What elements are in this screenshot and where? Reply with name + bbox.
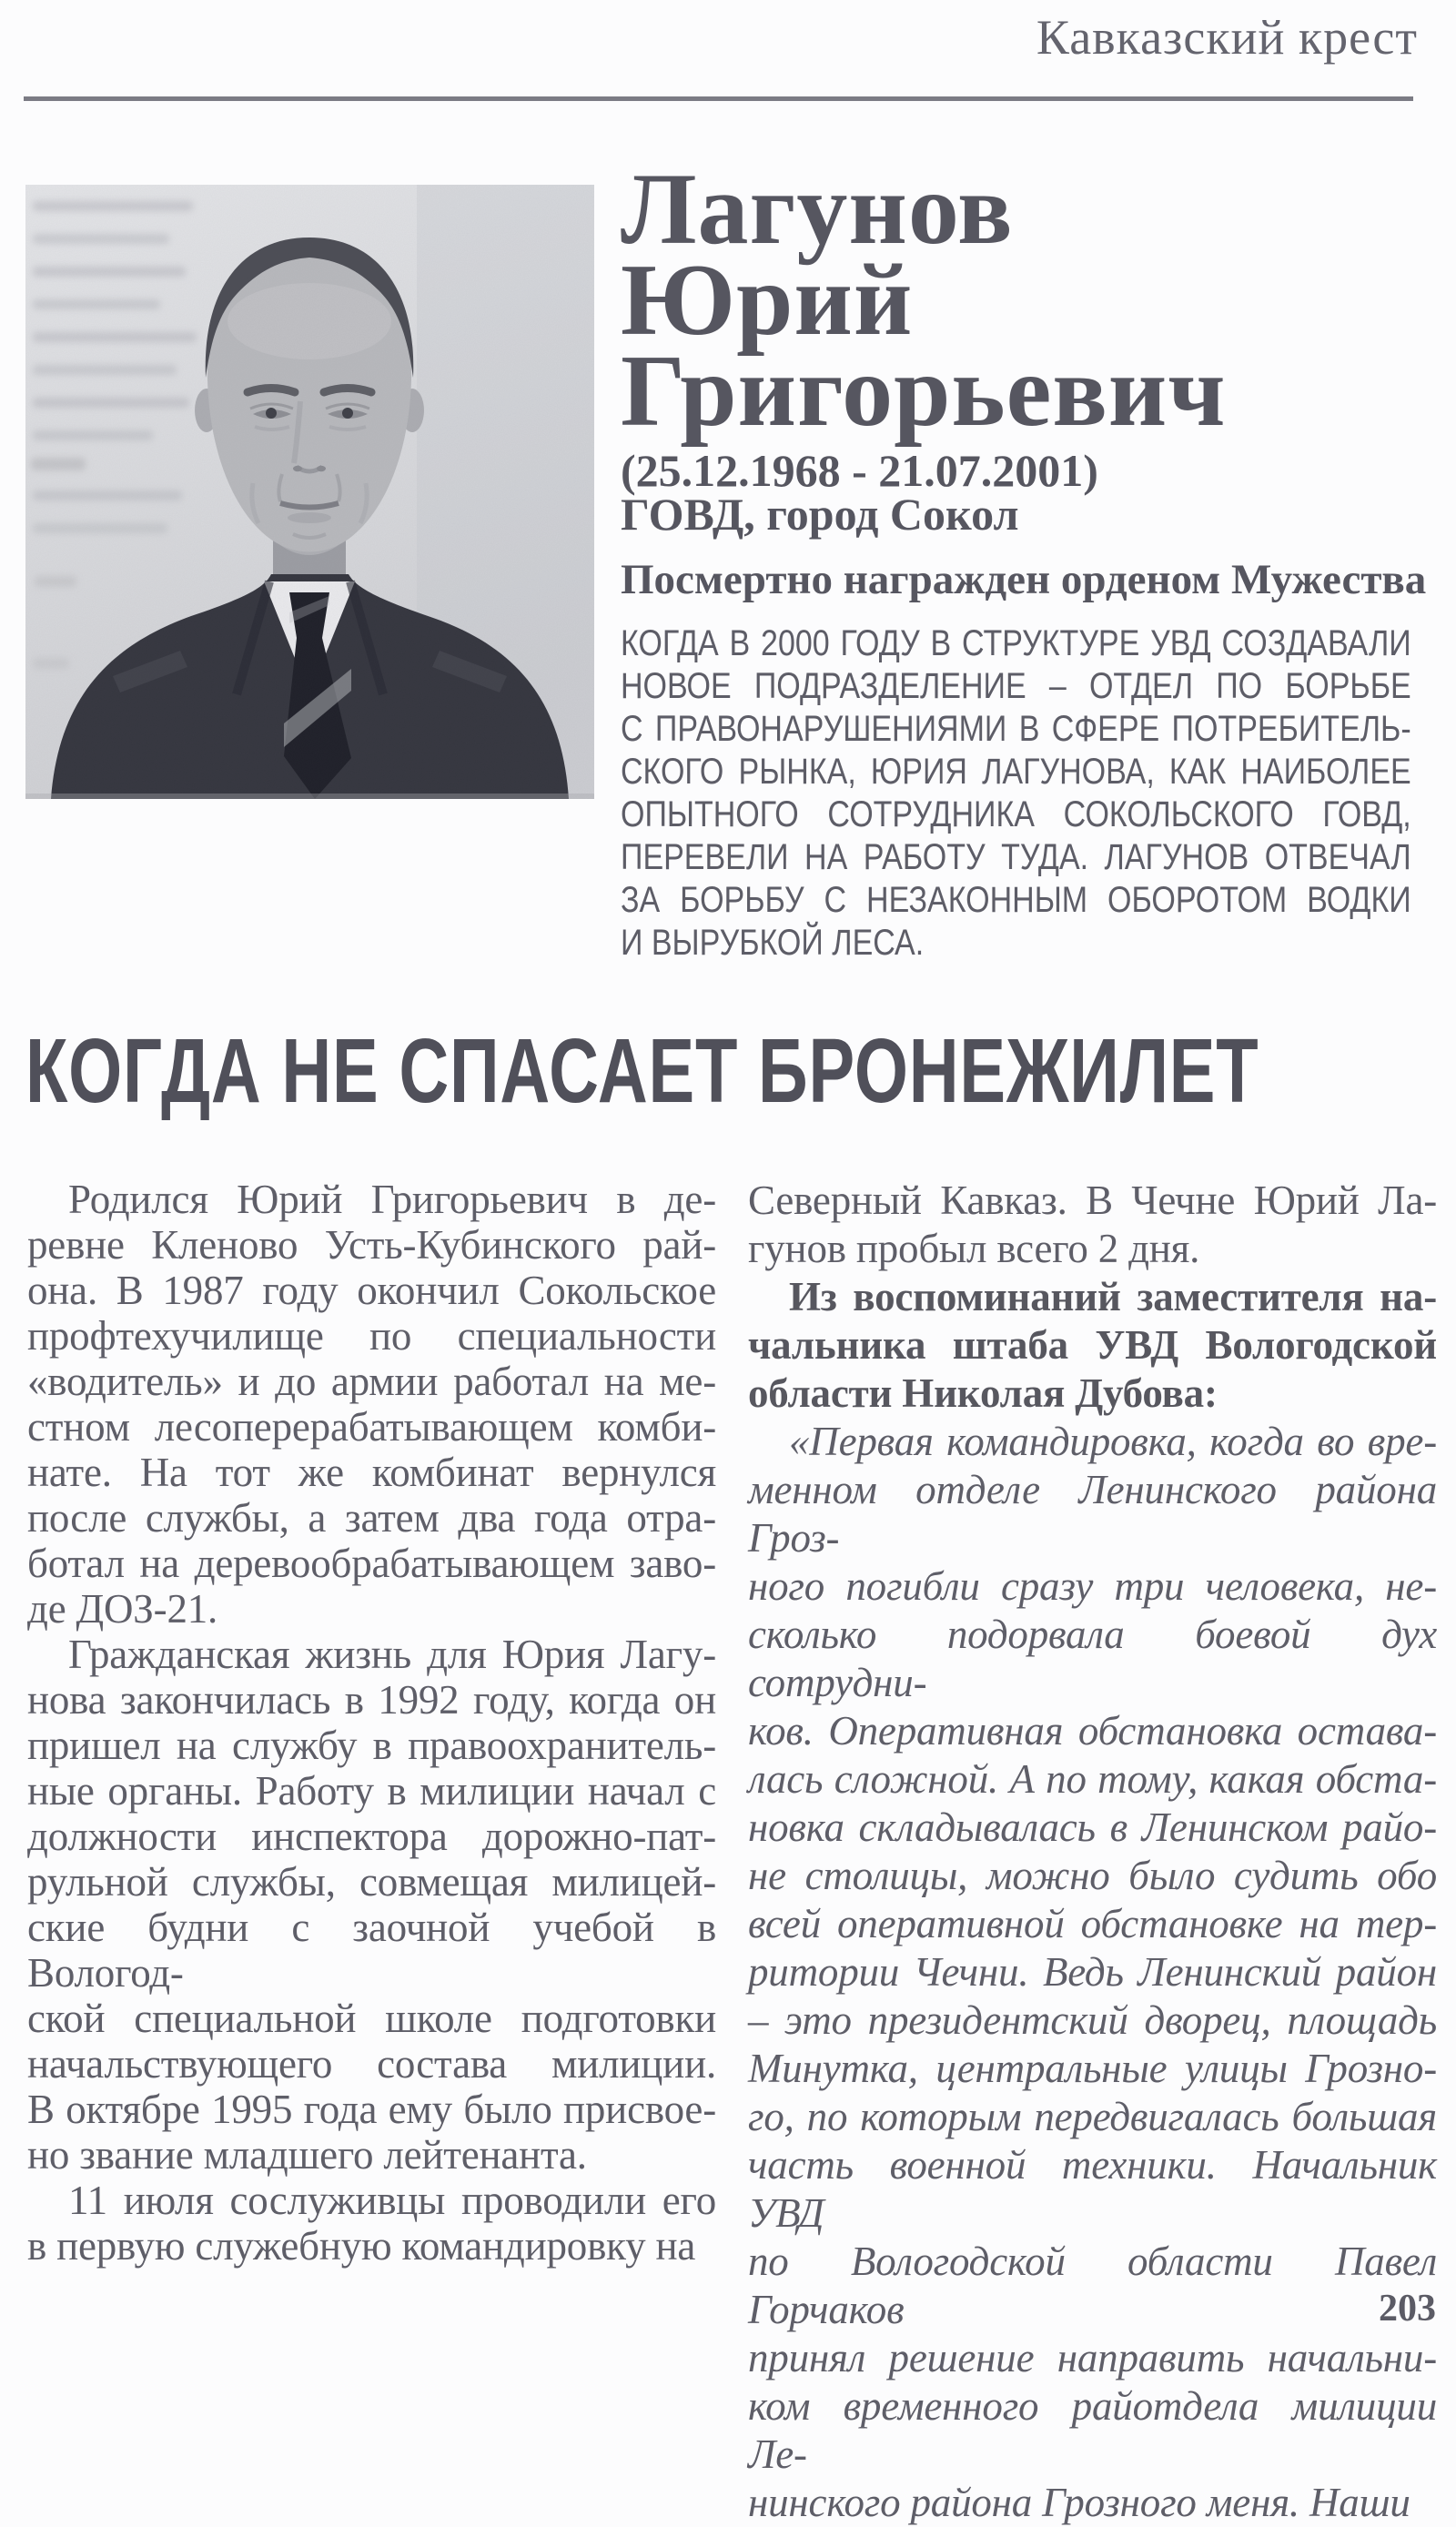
- portrait-photo-illustration: [25, 185, 594, 799]
- article-headline: КОГДА НЕ СПАСАЕТ БРОНЕЖИЛЕТ: [25, 1020, 1259, 1122]
- summary-line: С ПРАВОНАРУШЕНИЯМИ В СФЕРЕ ПОТРЕБИТЕЛЬ-: [621, 709, 1411, 749]
- text-line: стном лесоперерабатывающем комби-: [27, 1404, 716, 1450]
- text-line: области Николая Дубова:: [748, 1370, 1218, 1416]
- film-grain: [25, 185, 594, 799]
- text-line: ком временного райотдела милиции Ле-: [748, 2383, 1437, 2477]
- left-column: [27, 1177, 716, 2269]
- text-line: 11 июля сослуживцы проводили его: [68, 2178, 716, 2223]
- text-line: Минутка, центральные улицы Грозно-: [748, 2046, 1437, 2091]
- text-line: ного погибли сразу три человека, не-: [748, 1563, 1437, 1609]
- service-unit: ГОВД, город Сокол: [621, 489, 1019, 540]
- paragraph-lines: [748, 1418, 1437, 2527]
- summary-line: КОГДА В 2000 ГОДУ В СТРУКТУРЕ УВД СОЗДАВАЛИ: [621, 623, 1411, 663]
- text-line: по Вологодской области Павел Горчаков: [748, 2239, 1437, 2332]
- text-line: она. В 1987 году окончил Сокольское: [27, 1268, 716, 1313]
- paragraph-lines: [27, 2178, 716, 2269]
- text-line: ков. Оперативная обстановка остава-: [748, 1708, 1437, 1754]
- paragraph-lines: [748, 1177, 1437, 1273]
- text-line: часть военной техники. Начальник УВД: [748, 2142, 1437, 2236]
- person-name-line: Григорьевич: [621, 335, 1227, 448]
- text-line: лась сложной. А по тому, какая обста-: [748, 1756, 1437, 1802]
- paragraph-lines: [27, 1632, 716, 2178]
- text-line: Родился Юрий Григорьевич в де-: [68, 1177, 716, 1222]
- text-line: Северный Кавказ. В Чечне Юрий Ла-: [748, 1178, 1437, 1223]
- text-line: нате. На тот же комбинат вернулся: [27, 1450, 716, 1495]
- text-line: де ДОЗ-21.: [27, 1586, 218, 1632]
- text-line: ритории Чечни. Ведь Ленинский район: [748, 1949, 1437, 1995]
- paragraph: [27, 1632, 716, 2178]
- text-line: чальника штаба УВД Вологодской: [748, 1322, 1437, 1368]
- summary-line: ПЕРЕВЕЛИ НА РАБОТУ ТУДА. ЛАГУНОВ ОТВЕЧАЛ: [621, 837, 1411, 877]
- right-column: [748, 1177, 1437, 2527]
- text-line: «Первая командировка, когда во вре-: [789, 1419, 1437, 1464]
- header-rule: [24, 96, 1413, 101]
- text-line: Гражданская жизнь для Юрия Лагу-: [68, 1632, 716, 1677]
- life-dates: (25.12.1968 - 21.07.2001): [621, 445, 1098, 496]
- text-line: рульной службы, совмещая милицей-: [27, 1859, 716, 1905]
- text-line: гунов пробыл всего 2 дня.: [748, 1226, 1200, 1271]
- text-line: должности инспектора дорожно-пат-: [27, 1814, 716, 1859]
- summary-line: И ВЫРУБКОЙ ЛЕСА.: [621, 923, 925, 963]
- summary-line: ОПЫТНОГО СОТРУДНИКА СОКОЛЬСКОГО ГОВД,: [621, 794, 1411, 834]
- text-line: В октябре 1995 года ему было присвое-: [27, 2087, 716, 2132]
- summary-line: НОВОЕ ПОДРАЗДЕЛЕНИЕ – ОТДЕЛ ПО БОРЬБЕ: [621, 666, 1411, 706]
- person-name-line: Лагунов: [621, 153, 1014, 266]
- text-line: новка складывалась в Ленинском райо-: [748, 1804, 1437, 1850]
- text-line: после службы, а затем два года отра-: [27, 1495, 716, 1541]
- text-line: ские будни с заочной учебой в Вологод-: [27, 1905, 716, 1996]
- paragraph-lines: [27, 1177, 716, 1632]
- running-header: Кавказский крест: [1036, 10, 1418, 65]
- paragraph: [748, 1418, 1437, 2527]
- text-line: но звание младшего лейтенанта.: [27, 2132, 587, 2178]
- person-name: [621, 153, 1227, 448]
- text-line: нинского района Грозного меня. Наши: [748, 2480, 1410, 2525]
- paragraph: [27, 2178, 716, 2269]
- paragraph: [27, 1177, 716, 1632]
- text-line: в первую служебную командировку на: [27, 2223, 696, 2269]
- paragraph-lines: [748, 1273, 1437, 1418]
- portrait-photo: [25, 185, 594, 799]
- page-number: 203: [1379, 2288, 1436, 2330]
- text-line: го, по которым передвигалась большая: [748, 2094, 1437, 2139]
- text-line: ской специальной школе подготовки: [27, 1996, 716, 2041]
- text-line: – это президентский дворец, площадь: [748, 1997, 1437, 2043]
- paragraph: [748, 1177, 1437, 1273]
- person-name-line: Юрий: [621, 244, 914, 357]
- summary-line: СКОГО РЫНКА, ЮРИЯ ЛАГУНОВА, КАК НАИБОЛЕЕ: [621, 752, 1411, 792]
- text-line: начальствующего состава милиции.: [27, 2041, 716, 2087]
- text-line: менном отделе Ленинского района Гроз-: [748, 1467, 1437, 1561]
- text-line: всей оперативной обстановке на тер-: [748, 1901, 1437, 1946]
- summary-line: ЗА БОРЬБУ С НЕЗАКОННЫМ ОБОРОТОМ ВОДКИ: [621, 880, 1411, 920]
- text-line: Из воспоминаний заместителя на-: [789, 1274, 1437, 1319]
- text-line: профтехучилище по специальности: [27, 1313, 716, 1359]
- text-line: не столицы, можно было судить обо: [748, 1853, 1437, 1898]
- text-line: ные органы. Работу в милиции начал с: [27, 1768, 716, 1814]
- paragraph: [748, 1273, 1437, 1418]
- text-line: ревне Кленово Усть-Кубинского рай-: [27, 1222, 716, 1268]
- award-note: Посмертно награжден орденом Мужества: [621, 556, 1427, 603]
- text-line: ботал на деревообрабатывающем заво-: [27, 1541, 716, 1586]
- text-line: сколько подорвала боевой дух сотрудни-: [748, 1612, 1437, 1705]
- text-line: пришел на службу в правоохранитель-: [27, 1723, 716, 1768]
- text-line: принял решение направить начальни-: [748, 2335, 1437, 2380]
- text-line: нова закончилась в 1992 году, когда он: [27, 1677, 716, 1723]
- summary-paragraph: [621, 622, 1411, 965]
- text-line: «водитель» и до армии работал на ме-: [27, 1359, 716, 1404]
